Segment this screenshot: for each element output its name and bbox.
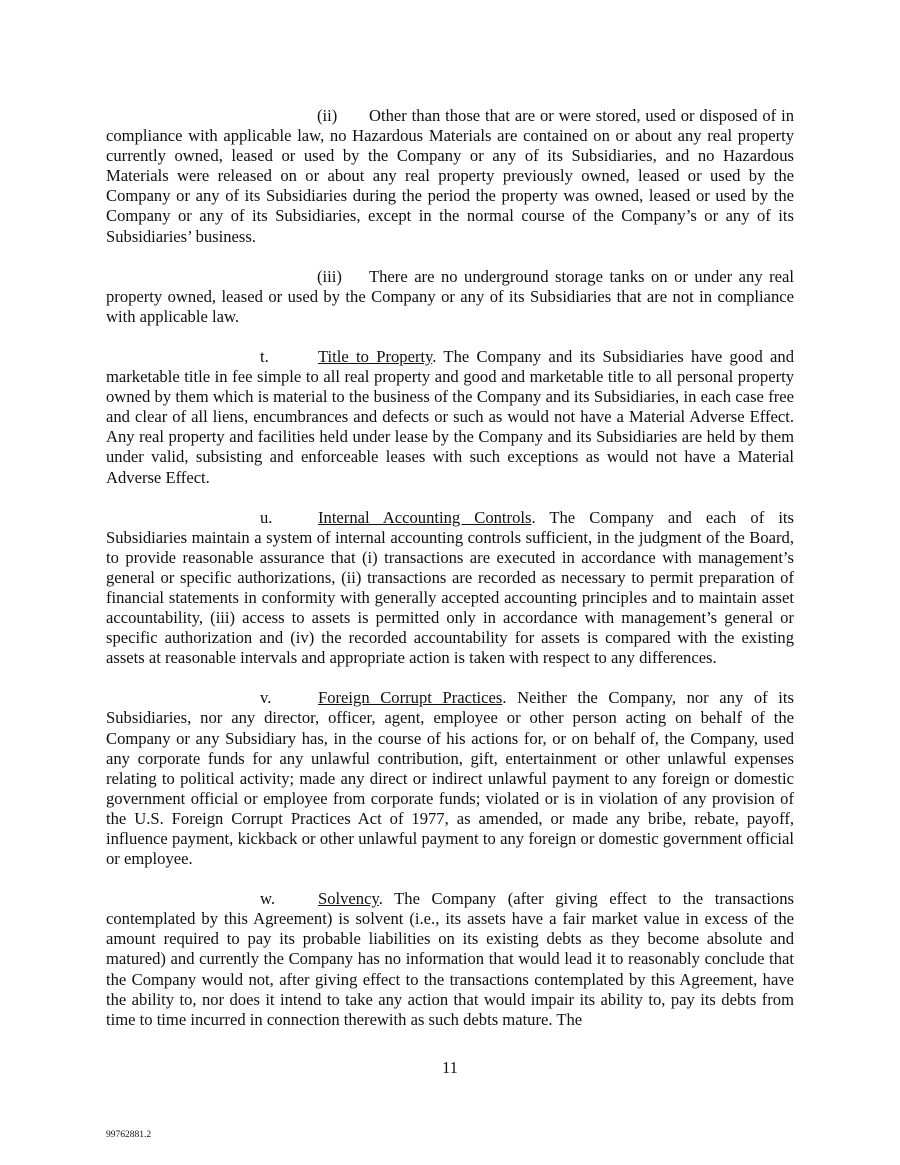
paragraph-iii: [106, 267, 794, 327]
section-t-text: . The Company and its Subsidiaries have good and marketable title in fee simple to all real property and good and marketable title to all personal property owned by them which is material to the business of the Company and its Subsidiaries, in each case free and clear of all liens, encumbrances and defects or such as would not have a Material Adverse Effect. Any real property and facilities held under lease by the Company and its Subsidiaries are held by them under valid, subsisting and enforceable leases with such exceptions as would not have a Material Adverse Effect.: [106, 346, 794, 487]
section-t: [106, 347, 794, 488]
clause-marker-iii: (iii): [317, 266, 342, 286]
section-heading-foreign-corrupt-practices: Foreign Corrupt Practices: [318, 688, 503, 708]
page-number: 11: [442, 1058, 458, 1077]
section-w-text: . The Company (after giving effect to the transactions contemplated by this Agreement) is solvent (i.e., its assets have a fair market value in excess of the amount required to pay its probable liabilities on its existing debts as they become absolute and matured) and currently the Company has no information that would lead it to reasonably conclude that the Company would not, after giving effect to the transactions contemplated by this Agreement, have the ability to, nor does it intend to take any action that would impair its ability to, pay its debts from time to time incurred in connection therewith as such debts mature. The: [106, 889, 794, 1029]
clause-marker-ii: (ii): [317, 106, 338, 125]
section-marker-u: u.: [260, 507, 273, 527]
section-marker-w: w.: [260, 889, 276, 909]
section-v-text: . Neither the Company, nor any of its Subsidiaries, nor any director, officer, agent, employee or other person acting on behalf of the Company or any Subsidiary has, in the course of his actions for, or on behalf of, the Company, used any corporate funds for any unlawful contribution, gift, entertainment or other unlawful expenses relating to political activity; made any direct or indirect unlawful payment to any foreign or domestic government official or employee from corporate funds; violated or is in violation of any provision of the U.S. Foreign Corrupt Practices Act of 1977, as amended, or made any bribe, rebate, payoff, influence payment, kickback or other unlawful payment to any foreign or domestic government official or employee.: [106, 688, 794, 869]
section-u-text: . The Company and each of its Subsidiaries maintain a system of internal accounting controls sufficient, in the judgment of the Board, to provide reasonable assurance that (i) transactions are executed in accordance with management’s general or specific authorizations, (ii) transactions are recorded as necessary to permit preparation of financial statements in conformity with generally accepted accounting principles and to maintain asset accountability, (iii) access to assets is permitted only in accordance with management’s general or specific authorization and (iv) the recorded accountability for assets is compared with the existing assets at reasonable intervals and appropriate action is taken with respect to any differences.: [106, 507, 794, 668]
document-id: 99762881.2: [106, 1130, 152, 1140]
paragraph-ii: [106, 106, 794, 247]
section-w: [106, 889, 794, 1030]
document-page: [106, 106, 794, 1050]
paragraph-ii-text: Other than those that are or were stored, used or disposed of in compliance with applicable law, no Hazardous Materials are contained on or about any real property currently owned, leased or used by the Company or any of its Subsidiaries, and no Hazardous Materials were released on or about any real property previously owned, leased or used by the Company or any of its Subsidiaries during the period the property was owned, leased or used by the Company or any of its Subsidiaries, except in the normal course of the Company’s or any of its Subsidiaries’ business.: [106, 106, 794, 246]
section-marker-v: v.: [260, 688, 272, 708]
section-marker-t: t.: [260, 346, 269, 366]
section-heading-solvency: Solvency: [318, 889, 379, 909]
section-heading-internal-accounting-controls: Internal Accounting Controls: [318, 507, 532, 527]
section-v: [106, 688, 794, 869]
paragraph-iii-text: There are no underground storage tanks on or under any real property owned, leased or used by the Company or any of its Subsidiaries that are not in compliance with applicable law.: [106, 266, 794, 326]
section-heading-title-to-property: Title to Property: [318, 346, 433, 366]
section-u: [106, 508, 794, 669]
